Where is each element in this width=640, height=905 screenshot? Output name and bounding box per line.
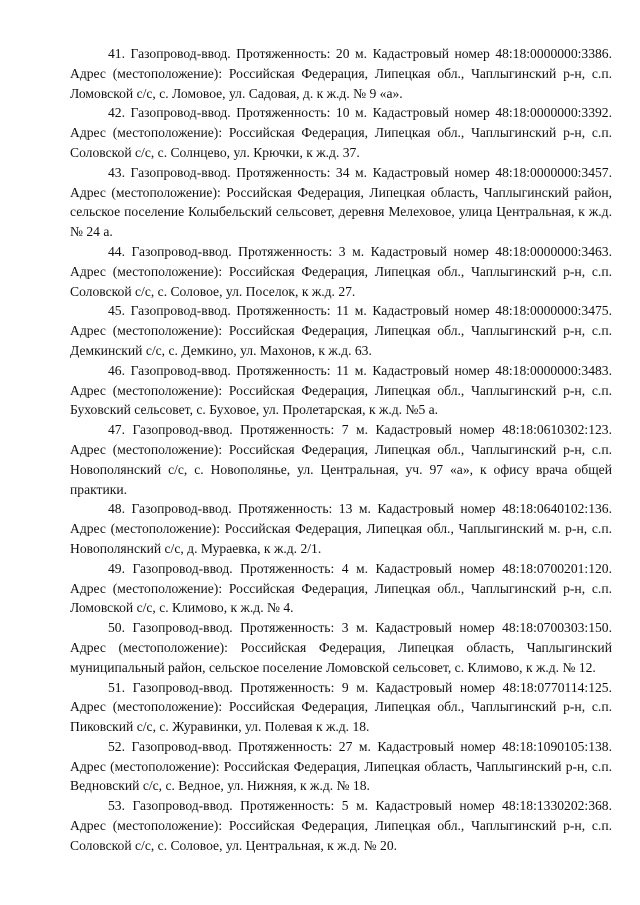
entry-number: 43. — [108, 164, 125, 180]
entry-text: Газопровод-ввод. Протяженность: 7 м. Кадастровый номер 48:18:0610302:123. Адрес (местоположение): Российская Федерация, Липецкая обл., Чаплыгинский р-н, с.п. Новополянский с/с, с. Новополянье, ул. Центральная, уч. 97 «а», к офису врача общей практики. — [70, 422, 612, 497]
entry-number: 47. — [108, 422, 125, 438]
list-item — [70, 163, 612, 242]
list-item — [70, 44, 612, 103]
entry-number: 51. — [108, 679, 125, 695]
entry-text: Газопровод-ввод. Протяженность: 3 м. Кадастровый номер 48:18:0000000:3463. Адрес (местоположение): Российская Федерация, Липецкая обл., Чаплыгинский р-н, с.п. Соловской с/с, с. Соловое, ул. Поселок, к ж.д. 27. — [70, 243, 612, 299]
list-item — [70, 103, 612, 162]
entry-number: 48. — [108, 501, 125, 517]
entry-number: 49. — [108, 560, 125, 576]
list-item — [70, 559, 612, 618]
entry-text: Газопровод-ввод. Протяженность: 5 м. Кадастровый номер 48:18:1330202:368. Адрес (местоположение): Российская Федерация, Липецкая обл., Чаплыгинский р-н, с.п. Соловской с/с, с. Соловое, ул. Центральная, к ж.д. № 20. — [70, 798, 612, 853]
entry-number: 42. — [108, 105, 125, 121]
list-item — [70, 242, 612, 301]
list-item — [70, 678, 612, 737]
entry-text: Газопровод-ввод. Протяженность: 3 м. Кадастровый номер 48:18:0700303:150. Адрес (местоположение): Российская Федерация, Липецкая область, Чаплыгинский муниципальный район, сельское поселение Ломовской сельсовет, с. Климово, к ж.д. № 12. — [70, 620, 612, 675]
entry-number: 53. — [108, 798, 125, 814]
document-body — [70, 44, 612, 856]
entry-number: 46. — [108, 362, 125, 378]
entry-text: Газопровод-ввод. Протяженность: 13 м. Кадастровый номер 48:18:0640102:136. Адрес (местоположение): Российская Федерация, Липецкая обл., Чаплыгинский м. р-н, с.п. Новополянский с/с, д. Мураевка, к ж.д. 2/1. — [70, 501, 612, 556]
entry-text: Газопровод-ввод. Протяженность: 11 м. Кадастровый номер 48:18:0000000:3483. Адрес (местоположение): Российская Федерация, Липецкая обл., Чаплыгинский р-н, с.п. Буховский сельсовет, с. Буховое, ул. Пролетарская, к ж.д. №5 а. — [70, 362, 612, 418]
entry-text: Газопровод-ввод. Протяженность: 9 м. Кадастровый номер 48:18:0770114:125. Адрес (местоположение): Российская Федерация, Липецкая обл., Чаплыгинский р-н, с.п. Пиковский с/с, с. Журавинки, ул. Полевая к ж.д. 18. — [70, 679, 612, 735]
entry-text: Газопровод-ввод. Протяженность: 34 м. Кадастровый номер 48:18:0000000:3457. Адрес (местоположение): Российская Федерация, Липецкая область, Чаплыгинский район, сельское поселение Колыбельский сельсовет, деревня Мелеховое, улица Центральная, к ж.д. № 24 а. — [70, 164, 612, 240]
entry-text: Газопровод-ввод. Протяженность: 11 м. Кадастровый номер 48:18:0000000:3475. Адрес (местоположение): Российская Федерация, Липецкая обл., Чаплыгинский р-н, с.п. Демкинский с/с, с. Демкино, ул. Махонов, к ж.д. 63. — [70, 303, 612, 358]
list-item — [70, 737, 612, 796]
list-item — [70, 499, 612, 558]
entry-text: Газопровод-ввод. Протяженность: 10 м. Кадастровый номер 48:18:0000000:3392. Адрес (местоположение): Российская Федерация, Липецкая обл., Чаплыгинский р-н, с.п. Соловской с/с, с. Солнцево, ул. Крючки, к ж.д. 37. — [70, 105, 612, 160]
list-item — [70, 420, 612, 499]
list-item — [70, 361, 612, 420]
entry-text: Газопровод-ввод. Протяженность: 27 м. Кадастровый номер 48:18:1090105:138. Адрес (местоположение): Российская Федерация, Липецкая область, Чаплыгинский р-н, с.п. Ведновский с/с, с. Ведное, ул. Нижняя, к ж.д. № 18. — [70, 738, 612, 794]
list-item — [70, 301, 612, 360]
entry-number: 41. — [108, 46, 125, 61]
list-item — [70, 618, 612, 677]
list-item — [70, 796, 612, 855]
entry-text: Газопровод-ввод. Протяженность: 4 м. Кадастровый номер 48:18:0700201:120. Адрес (местоположение): Российская Федерация, Липецкая обл., Чаплыгинский р-н, с.п. Ломовской с/с, с. Климово, к ж.д. № 4. — [70, 560, 612, 616]
entry-text: Газопровод-ввод. Протяженность: 20 м. Кадастровый номер 48:18:0000000:3386. Адрес (местоположение): Российская Федерация, Липецкая обл., Чаплыгинский р-н, с.п. Ломовской с/с, с. Ломовое, ул. Садовая, д. к ж.д. № 9 «а». — [70, 46, 612, 101]
entry-number: 45. — [108, 303, 125, 319]
entry-number: 50. — [108, 620, 125, 636]
entry-number: 44. — [108, 243, 125, 259]
entry-number: 52. — [108, 738, 125, 754]
